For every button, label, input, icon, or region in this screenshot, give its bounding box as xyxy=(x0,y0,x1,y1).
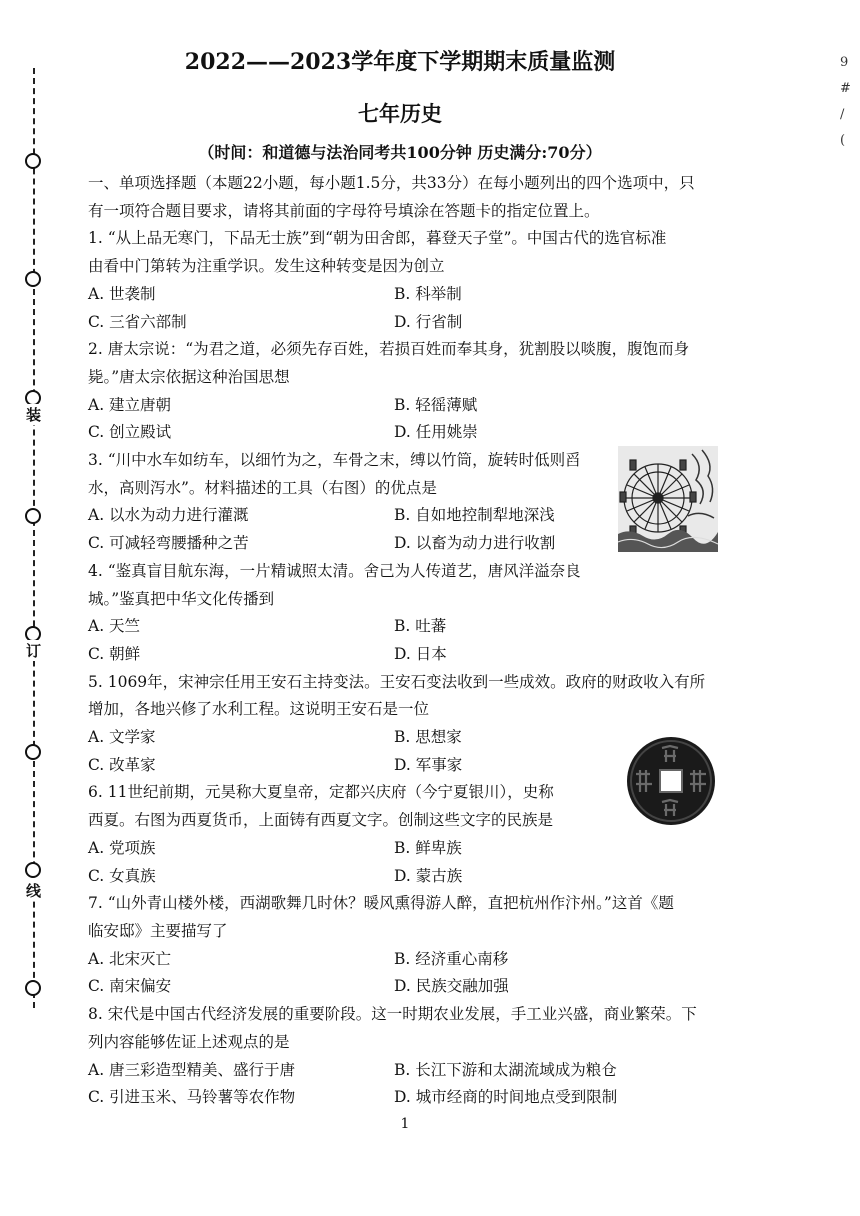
option-d: D. 城市经商的时间地点受到限制 xyxy=(394,1088,618,1107)
question-stem: 2. 唐太宗说：“为君之道，必须先存百姓，若损百姓而奉其身，犹割股以啖腹，腹饱而身 xyxy=(88,340,690,359)
option-b: B. 经济重心南移 xyxy=(394,949,509,968)
exam-subject: 七年历史 xyxy=(358,101,442,126)
option-c: C. 引进玉米、马铃薯等农作物 xyxy=(88,1088,296,1107)
question-stem: 3. “川中水车如纺车，以细竹为之，车骨之末，缚以竹筒，旋转时低则舀 xyxy=(88,451,581,470)
option-d: D. 以畜为动力进行收割 xyxy=(394,534,556,553)
edge-mark: 9 xyxy=(840,55,849,70)
edge-mark: / xyxy=(840,107,845,122)
option-c: C. 南宋偏安 xyxy=(88,977,172,996)
option-c: C. 朝鲜 xyxy=(88,644,141,663)
option-a: A. 世袭制 xyxy=(88,284,156,303)
option-a: A. 北宋灭亡 xyxy=(88,949,172,968)
question-stem: 城。”鉴真把中华文化传播到 xyxy=(88,589,275,608)
binding-label-zhuang: 装 xyxy=(26,406,42,424)
option-b: B. 思想家 xyxy=(394,728,462,747)
question-4 xyxy=(88,558,728,669)
option-d: D. 军事家 xyxy=(394,755,463,774)
option-b: B. 自如地控制犁地深浅 xyxy=(394,506,555,525)
question-stem: 毙。”唐太宗依据这种治国思想 xyxy=(88,367,290,386)
binding-hole xyxy=(25,980,41,996)
option-d: D. 日本 xyxy=(394,644,447,663)
option-d: D. 蒙古族 xyxy=(394,866,463,885)
question-stem: 8. 宋代是中国古代经济发展的重要阶段。这一时期农业发展，手工业兴盛，商业繁荣。下 xyxy=(88,1005,697,1024)
question-stem: 西夏。右图为西夏货币，上面铸有西夏文字。创制这些文字的民族是 xyxy=(88,811,554,830)
question-2 xyxy=(88,336,728,447)
binding-hole xyxy=(25,271,41,287)
western-xia-coin-illustration xyxy=(626,736,716,826)
option-d: D. 行省制 xyxy=(394,312,463,331)
option-c: C. 创立殿试 xyxy=(88,423,172,442)
binding-hole xyxy=(25,862,41,878)
option-a: A. 党项族 xyxy=(88,838,156,857)
option-a: A. 以水为动力进行灌溉 xyxy=(88,506,249,525)
binding-label-ding: 订 xyxy=(26,642,42,660)
option-b: B. 科举制 xyxy=(394,284,462,303)
question-8 xyxy=(88,1001,728,1112)
option-a: A. 建立唐朝 xyxy=(88,395,172,414)
question-stem: 7. “山外青山楼外楼，西湖歌舞几时休？暖风熏得游人醉，直把杭州作汴州。”这首《题 xyxy=(88,894,674,913)
question-1 xyxy=(88,225,728,336)
option-b: B. 轻徭薄赋 xyxy=(394,395,478,414)
question-stem: 6. 11世纪前期，元昊称大夏皇帝，定都兴庆府（今宁夏银川），史称 xyxy=(88,783,554,802)
question-stem: 5. 1069年，宋神宗任用王安石主持变法。王安石变法收到一些成效。政府的财政收入有所 xyxy=(88,672,706,691)
option-c: C. 三省六部制 xyxy=(88,312,187,331)
option-b: B. 吐蕃 xyxy=(394,617,447,636)
option-a: A. 天竺 xyxy=(88,617,141,636)
adjacent-page-edge xyxy=(840,50,851,154)
edge-mark: ( xyxy=(840,133,846,148)
option-b: B. 长江下游和太湖流域成为粮仓 xyxy=(394,1060,617,1079)
exam-title: 2022——2023学年度下学期期末质量监测 xyxy=(184,49,616,75)
question-section xyxy=(88,170,728,1112)
option-a: A. 文学家 xyxy=(88,728,156,747)
exam-meta: （时间：和道德与法治同考共100分钟 历史满分:70分） xyxy=(198,143,602,162)
question-stem: 增加，各地兴修了水利工程。这说明王安石是一位 xyxy=(88,700,430,719)
section-instructions: 有一项符合题目要求，请将其前面的字母符号填涂在答题卡的指定位置上。 xyxy=(88,201,600,220)
question-stem: 4. “鉴真盲目航东海，一片精诚照太清。舍己为人传道艺，唐风洋溢奈良 xyxy=(88,561,581,580)
question-7 xyxy=(88,890,728,1001)
question-stem: 1. “从上品无寒门，下品无士族”到“朝为田舍郎，暮登天子堂”。中国古代的选官标准 xyxy=(88,229,667,248)
question-stem: 列内容能够佐证上述观点的是 xyxy=(88,1032,290,1051)
binding-hole xyxy=(25,744,41,760)
option-c: C. 改革家 xyxy=(88,755,156,774)
question-stem: 由看中门第转为注重学识。发生这种转变是因为创立 xyxy=(88,257,445,276)
option-c: C. 可减轻弯腰播种之苦 xyxy=(88,534,249,553)
option-a: A. 唐三彩造型精美、盛行于唐 xyxy=(88,1060,296,1079)
binding-label-xian: 线 xyxy=(26,882,42,900)
option-d: D. 任用姚崇 xyxy=(394,423,478,442)
question-stem: 临安邸》主要描写了 xyxy=(88,921,228,940)
section-instructions: 一、单项选择题（本题22小题，每小题1.5分，共33分）在每小题列出的四个选项中，只 xyxy=(88,174,695,192)
option-c: C. 女真族 xyxy=(88,866,156,885)
question-stem: 水，高则泻水”。材料描述的工具（右图）的优点是 xyxy=(88,478,437,497)
option-b: B. 鲜卑族 xyxy=(394,838,462,857)
waterwheel-illustration xyxy=(618,446,718,552)
edge-mark: # xyxy=(840,81,851,96)
binding-hole xyxy=(25,508,41,524)
page-number: 1 xyxy=(400,1116,410,1132)
option-d: D. 民族交融加强 xyxy=(394,977,509,996)
